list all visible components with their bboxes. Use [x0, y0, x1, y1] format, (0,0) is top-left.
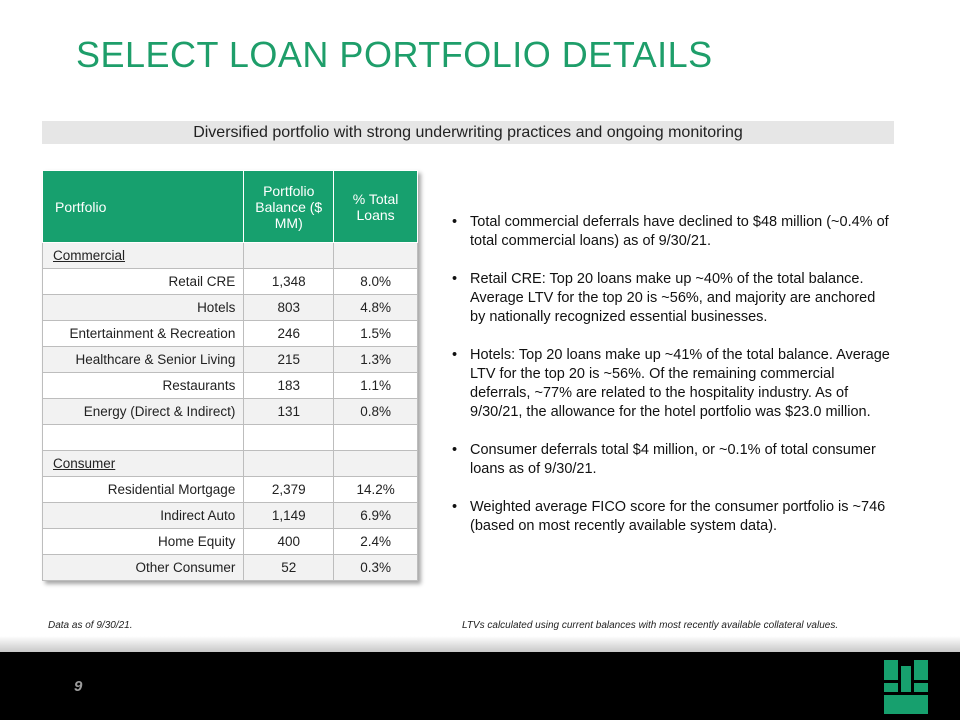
page-number: 9	[74, 678, 83, 695]
table-row	[43, 347, 418, 373]
row-pct: 2.4%	[334, 529, 418, 555]
row-name: Indirect Auto	[43, 503, 244, 529]
table-row	[43, 399, 418, 425]
table-row	[43, 477, 418, 503]
row-balance: 1,149	[244, 503, 334, 529]
table-row	[43, 295, 418, 321]
row-balance: 803	[244, 295, 334, 321]
footnote-data-date: Data as of 9/30/21.	[48, 620, 133, 631]
row-name: Hotels	[43, 295, 244, 321]
row-balance: 2,379	[244, 477, 334, 503]
spacer-row	[43, 425, 418, 451]
key-points-list	[452, 213, 892, 555]
page-title: SELECT LOAN PORTFOLIO DETAILS	[76, 34, 713, 75]
row-name: Residential Mortgage	[43, 477, 244, 503]
bullet-item: • Weighted average FICO score for the consumer portfolio is ~746 (based on most recently available system data).	[452, 498, 892, 536]
footnote-ltv: LTVs calculated using current balances with most recently available collateral values.	[462, 620, 839, 631]
row-pct: 1.3%	[334, 347, 418, 373]
row-balance: 52	[244, 555, 334, 581]
section-row-commercial	[43, 243, 418, 269]
section-label-commercial: Commercial	[43, 243, 244, 269]
row-pct: 1.5%	[334, 321, 418, 347]
table-row	[43, 555, 418, 581]
table-header-row	[43, 171, 418, 243]
company-logo-icon	[884, 660, 928, 714]
header-portfolio: Portfolio	[43, 171, 244, 243]
row-name: Entertainment & Recreation	[43, 321, 244, 347]
row-pct: 0.3%	[334, 555, 418, 581]
bullet-item: • Retail CRE: Top 20 loans make up ~40% of the total balance. Average LTV for the top 20 is ~56%, and majority are anchored by nationally recognized essential businesses.	[452, 270, 892, 327]
section-row-consumer	[43, 451, 418, 477]
section-label-consumer: Consumer	[43, 451, 244, 477]
row-name: Retail CRE	[43, 269, 244, 295]
row-balance: 1,348	[244, 269, 334, 295]
row-balance: 246	[244, 321, 334, 347]
loan-portfolio-table	[42, 170, 418, 581]
table-row	[43, 529, 418, 555]
table-row	[43, 321, 418, 347]
row-name: Energy (Direct & Indirect)	[43, 399, 244, 425]
bullet-item: • Consumer deferrals total $4 million, or ~0.1% of total consumer loans as of 9/30/21.	[452, 441, 892, 479]
row-pct: 6.9%	[334, 503, 418, 529]
row-name: Restaurants	[43, 373, 244, 399]
table-row	[43, 373, 418, 399]
row-pct: 4.8%	[334, 295, 418, 321]
row-pct: 0.8%	[334, 399, 418, 425]
bullet-item: • Total commercial deferrals have declined to $48 million (~0.4% of total commercial loans) as of 9/30/21.	[452, 213, 892, 251]
row-pct: 8.0%	[334, 269, 418, 295]
row-balance: 131	[244, 399, 334, 425]
row-pct: 14.2%	[334, 477, 418, 503]
bullet-item: • Hotels: Top 20 loans make up ~41% of the total balance. Average LTV for the top 20 is ~56%. Of the remaining commercial deferrals, ~77% are related to the hospitality industry. As of 9/30/21, the allowance for the hotel portfolio was $23.0 million.	[452, 346, 892, 422]
table-row	[43, 269, 418, 295]
row-balance: 400	[244, 529, 334, 555]
row-balance: 183	[244, 373, 334, 399]
row-name: Other Consumer	[43, 555, 244, 581]
row-name: Healthcare & Senior Living	[43, 347, 244, 373]
header-balance: Portfolio Balance ($ MM)	[244, 171, 334, 243]
header-pct-total: % Total Loans	[334, 171, 418, 243]
footer-gradient-strip	[0, 636, 960, 652]
row-pct: 1.1%	[334, 373, 418, 399]
footer-bar	[0, 652, 960, 720]
row-balance: 215	[244, 347, 334, 373]
row-name: Home Equity	[43, 529, 244, 555]
summary-banner: Diversified portfolio with strong underwriting practices and ongoing monitoring	[42, 121, 894, 144]
table-row	[43, 503, 418, 529]
